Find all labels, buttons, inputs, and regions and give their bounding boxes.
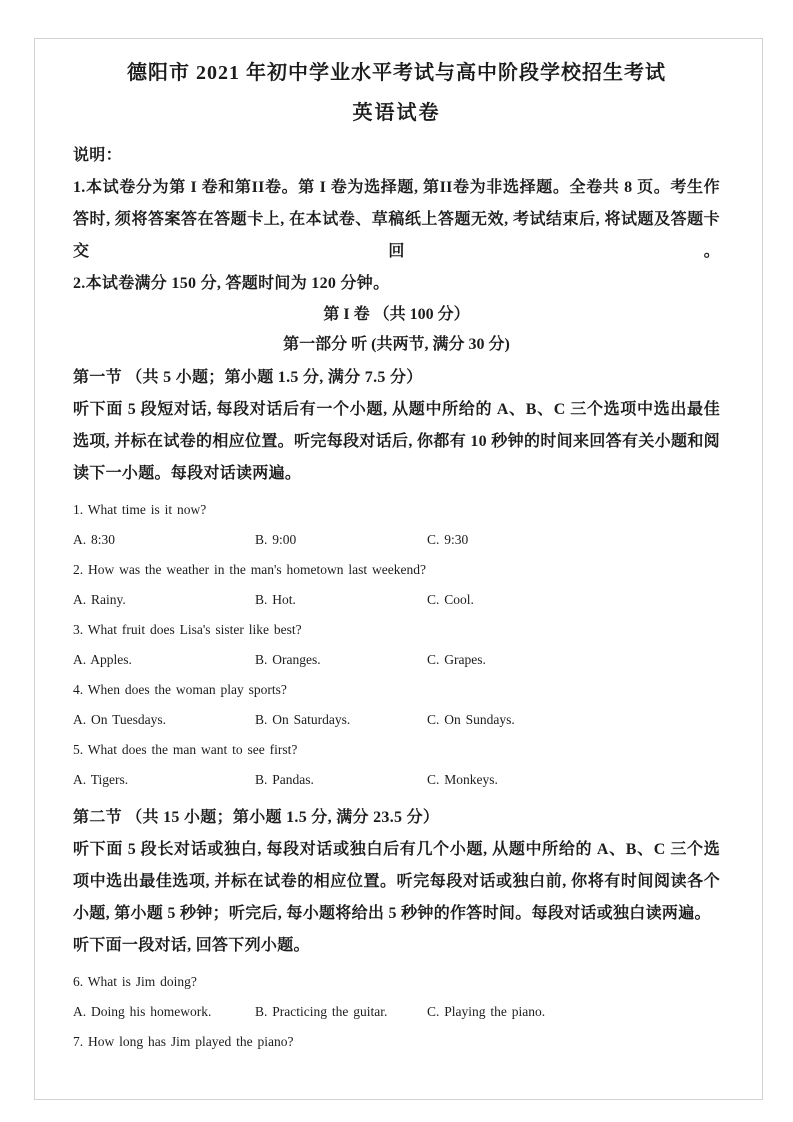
option-c: C. Playing the piano. (427, 1004, 546, 1019)
section1-instructions: 听下面 5 段短对话, 每段对话后有一个小题, 从题中所给的 A、B、C 三个选项中选出最佳选项, 并标在试卷的相应位置。听完每段对话后, 你都有 10 秒钟的时间来回答有关小题和阅读下一小题。每段对话读两遍。 (73, 401, 720, 482)
option-a: A. 8:30 (73, 532, 115, 547)
option-c: C. 9:30 (427, 532, 469, 547)
option-a: A. Rainy. (73, 592, 126, 607)
option-a: A. On Tuesdays. (73, 712, 167, 727)
option-c: C. On Sundays. (427, 712, 515, 727)
section2-instructions: 听下面 5 段长对话或独白, 每段对话或独白后有几个小题, 从题中所给的 A、B、C 三个选项中选出最佳选项, 并标在试卷的相应位置。听完每段对话或独白前, 你将有时间阅读各个小题, 第小题 5 秒钟；听完后, 每小题将给出 5 秒钟的作答时间。每段对话或独白读两遍。 (73, 841, 720, 922)
option-c: C. Grapes. (427, 652, 486, 667)
option-b: B. Hot. (255, 592, 296, 607)
question-options (73, 650, 720, 670)
question-options (73, 770, 720, 790)
question-1 (73, 500, 720, 550)
question-text: 2. How was the weather in the man's hometown last weekend? (73, 562, 426, 577)
question-text: 5. What does the man want to see first? (73, 742, 298, 757)
question-5 (73, 740, 720, 790)
option-b: B. On Saturdays. (255, 712, 351, 727)
part-header: 第一部分 听 (共两节, 满分 30 分) (283, 336, 510, 353)
option-a: A. Tigers. (73, 772, 129, 787)
question-options (73, 710, 720, 730)
option-b: B. Pandas. (255, 772, 314, 787)
section2-dialog-note: 听下面一段对话, 回答下列小题。 (73, 937, 310, 954)
section2-title: 第二节 （共 15 小题；第小题 1.5 分, 满分 23.5 分） (73, 809, 440, 826)
question-text: 6. What is Jim doing? (73, 974, 197, 989)
option-b: B. Practicing the guitar. (255, 1004, 388, 1019)
exam-subtitle: 英语试卷 (352, 102, 441, 124)
question-text: 7. How long has Jim played the piano? (73, 1034, 294, 1049)
question-text: 3. What fruit does Lisa's sister like best? (73, 622, 302, 637)
question-options (73, 1002, 720, 1022)
question-options (73, 530, 720, 550)
option-c: C. Cool. (427, 592, 474, 607)
exam-title: 德阳市 2021 年初中学业水平考试与高中阶段学校招生考试 (127, 62, 666, 84)
question-2 (73, 560, 720, 610)
question-3 (73, 620, 720, 670)
option-b: B. 9:00 (255, 532, 297, 547)
section1-title: 第一节 （共 5 小题；第小题 1.5 分, 满分 7.5 分） (73, 369, 423, 386)
question-7 (73, 1032, 720, 1052)
question-text: 1. What time is it now? (73, 502, 207, 517)
note-1: 1.本试卷分为第 I 卷和第II卷。第 I 卷为选择题, 第II卷为非选择题。全卷共 8 页。考生作答时, 须将答案答在答题卡上, 在本试卷、草稿纸上答题无效, 考试结束后, 将试题及答题卡交回。 (73, 179, 720, 260)
question-4 (73, 680, 720, 730)
volume-header: 第 I 卷 （共 100 分） (323, 306, 470, 323)
question-options (73, 590, 720, 610)
option-a: A. Doing his homework. (73, 1004, 212, 1019)
question-text: 4. When does the woman play sports? (73, 682, 287, 697)
notes-label: 说明： (73, 147, 122, 164)
note-2: 2.本试卷满分 150 分, 答题时间为 120 分钟。 (73, 275, 390, 292)
option-b: B. Oranges. (255, 652, 321, 667)
option-a: A. Apples. (73, 652, 132, 667)
question-6 (73, 972, 720, 1022)
option-c: C. Monkeys. (427, 772, 498, 787)
